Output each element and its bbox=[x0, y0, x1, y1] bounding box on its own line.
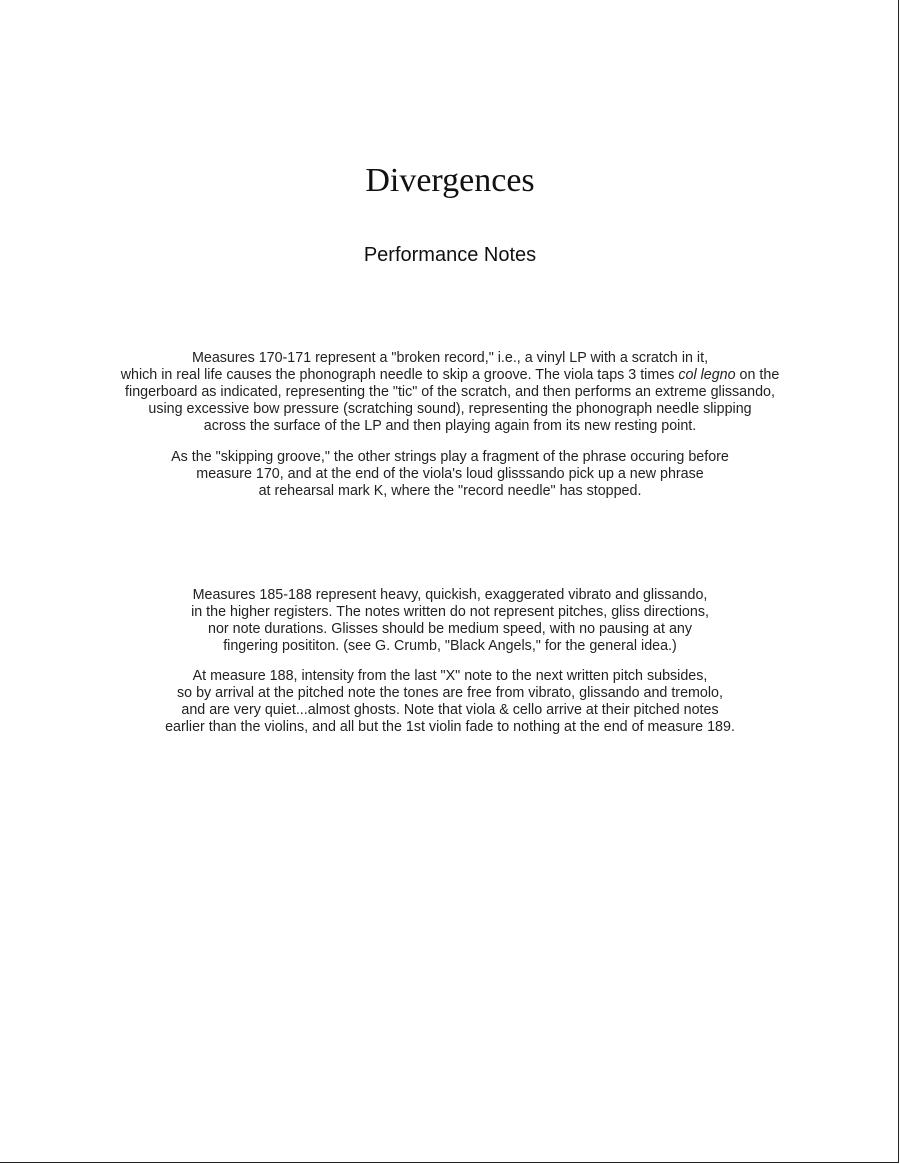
paragraph-vibrato bbox=[40, 587, 860, 655]
paragraph-line: Measures 185-188 represent heavy, quickish, exaggerated vibrato and glissando, bbox=[192, 587, 708, 603]
paragraph-line: fingering posititon. (see G. Crumb, "Black Angels," for the general idea.) bbox=[223, 638, 677, 654]
paragraph-line: and are very quiet...almost ghosts. Note that viola & cello arrive at their pitched notes bbox=[181, 702, 719, 718]
paragraph-broken-record bbox=[40, 350, 860, 435]
paragraph-line: so by arrival at the pitched note the tones are free from vibrato, glissando and tremolo, bbox=[177, 685, 723, 701]
line-text: on the bbox=[735, 367, 780, 383]
paragraph-skipping-groove bbox=[40, 449, 860, 500]
document-subtitle: Performance Notes bbox=[363, 244, 537, 266]
paragraph-line: fingerboard as indicated, representing the "tic" of the scratch, and then performs an extreme glissando, bbox=[125, 384, 775, 400]
paragraph-line: At measure 188, intensity from the last "X" note to the next written pitch subsides, bbox=[192, 668, 708, 684]
italic-term: col legno bbox=[678, 367, 736, 383]
paragraph-line: in the higher registers. The notes written do not represent pitches, gliss directions, bbox=[191, 604, 709, 620]
paragraph-ghosts bbox=[40, 668, 860, 736]
paragraph-line: As the "skipping groove," the other strings play a fragment of the phrase occuring before bbox=[171, 449, 729, 465]
paragraph-line: using excessive bow pressure (scratching sound), representing the phonograph needle slipping bbox=[148, 401, 752, 417]
paragraph-line: at rehearsal mark K, where the "record needle" has stopped. bbox=[258, 483, 642, 499]
document-title: Divergences bbox=[365, 162, 535, 199]
paragraph-line: nor note durations. Glisses should be medium speed, with no pausing at any bbox=[208, 621, 692, 637]
paragraph-line: measure 170, and at the end of the viola's loud glisssando pick up a new phrase bbox=[196, 466, 704, 482]
paragraph-line: across the surface of the LP and then playing again from its new resting point. bbox=[203, 418, 697, 434]
line-text: which in real life causes the phonograph needle to skip a groove. The viola taps 3 times bbox=[120, 367, 679, 383]
paragraph-line: earlier than the violins, and all but the 1st violin fade to nothing at the end of measure 189. bbox=[165, 719, 735, 735]
paragraph-line: Measures 170-171 represent a "broken record," i.e., a vinyl LP with a scratch in it, bbox=[191, 350, 709, 366]
paragraph-line bbox=[40, 367, 860, 384]
